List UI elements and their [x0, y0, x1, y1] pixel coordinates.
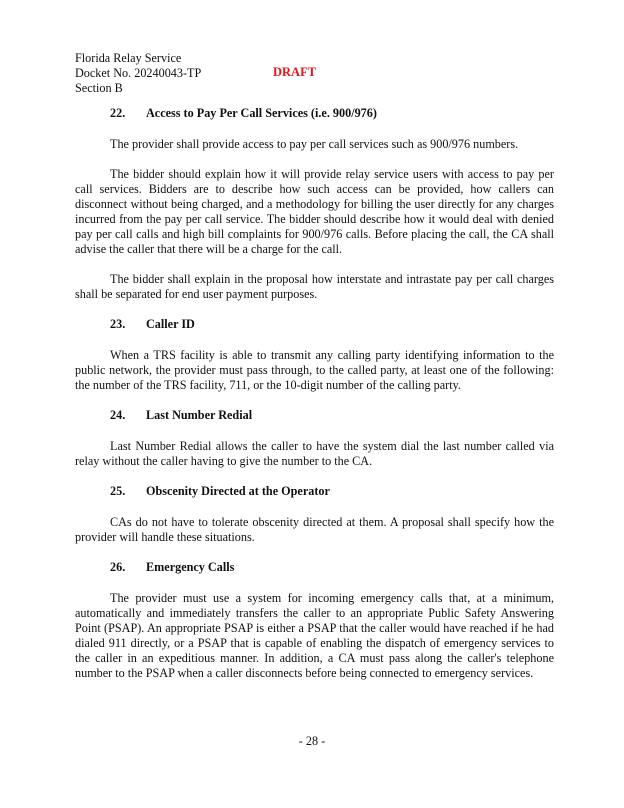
header-section: Section B [75, 81, 123, 95]
section-title: Obscenity Directed at the Operator [146, 484, 330, 498]
page-number: - 28 - [298, 734, 326, 748]
section-number: 26. [110, 560, 126, 574]
document-header [75, 51, 201, 96]
paragraph: CAs do not have to tolerate obscenity directed at them. A proposal shall specify how the provider will handle these situations. [75, 515, 554, 544]
section-heading [75, 106, 554, 121]
section-heading [75, 560, 554, 575]
header-docket-number: Docket No. 20240043-TP [75, 66, 202, 80]
paragraph: Last Number Redial allows the caller to have the system dial the last number called via relay without the caller having to give the number to the CA. [75, 439, 554, 468]
header-service-name: Florida Relay Service [75, 51, 182, 65]
section-heading [75, 484, 554, 499]
section-22 [75, 106, 554, 302]
section-26 [75, 560, 554, 681]
section-23 [75, 317, 554, 393]
paragraph: When a TRS facility is able to transmit any calling party identifying information to the public network, the provider must pass through, to the called party, at least one of the following: the number of the TRS facility, 711, or the 10-digit number of the calling party. [75, 348, 554, 392]
section-number: 25. [110, 484, 126, 498]
document-body [75, 106, 554, 696]
paragraph: The bidder shall explain in the proposal how interstate and intrastate pay per call charges shall be separated for end user payment purposes. [75, 272, 554, 301]
paragraph: The provider must use a system for incoming emergency calls that, at a minimum, automatically and immediately transfers the caller to an appropriate Public Safety Answering Point (PSAP). An appropriate PSAP is either a PSAP that the caller would have reached if he had dialed 911 directly, or a PSAP that is capable of enabling the dispatch of emergency services to the caller in an expeditious manner. In addition, a CA must pass along the caller's telephone number to the PSAP when a caller disconnects before being connected to emergency services. [75, 591, 554, 680]
section-25 [75, 484, 554, 545]
section-title: Emergency Calls [146, 560, 235, 574]
paragraph: The provider shall provide access to pay per call services such as 900/976 numbers. [110, 137, 519, 151]
section-24 [75, 408, 554, 469]
section-number: 22. [110, 106, 126, 120]
section-title: Last Number Redial [146, 408, 253, 422]
section-title: Access to Pay Per Call Services (i.e. 900/976) [146, 106, 377, 120]
section-number: 23. [110, 317, 126, 331]
section-number: 24. [110, 408, 126, 422]
draft-stamp: DRAFT [273, 65, 317, 79]
section-heading [75, 317, 554, 332]
section-heading [75, 408, 554, 423]
section-title: Caller ID [146, 317, 195, 331]
paragraph: The bidder should explain how it will provide relay service users with access to pay per call services. Bidders are to describe how such access can be provided, how callers can disconnect without being charged, and a methodology for billing the user directly for any charges incurred from the pay per call service. The bidder should describe how it would deal with denied pay per call calls and high bill complaints for 900/976 calls. Before placing the call, the CA shall advise the caller that there will be a charge for the call. [75, 167, 554, 256]
